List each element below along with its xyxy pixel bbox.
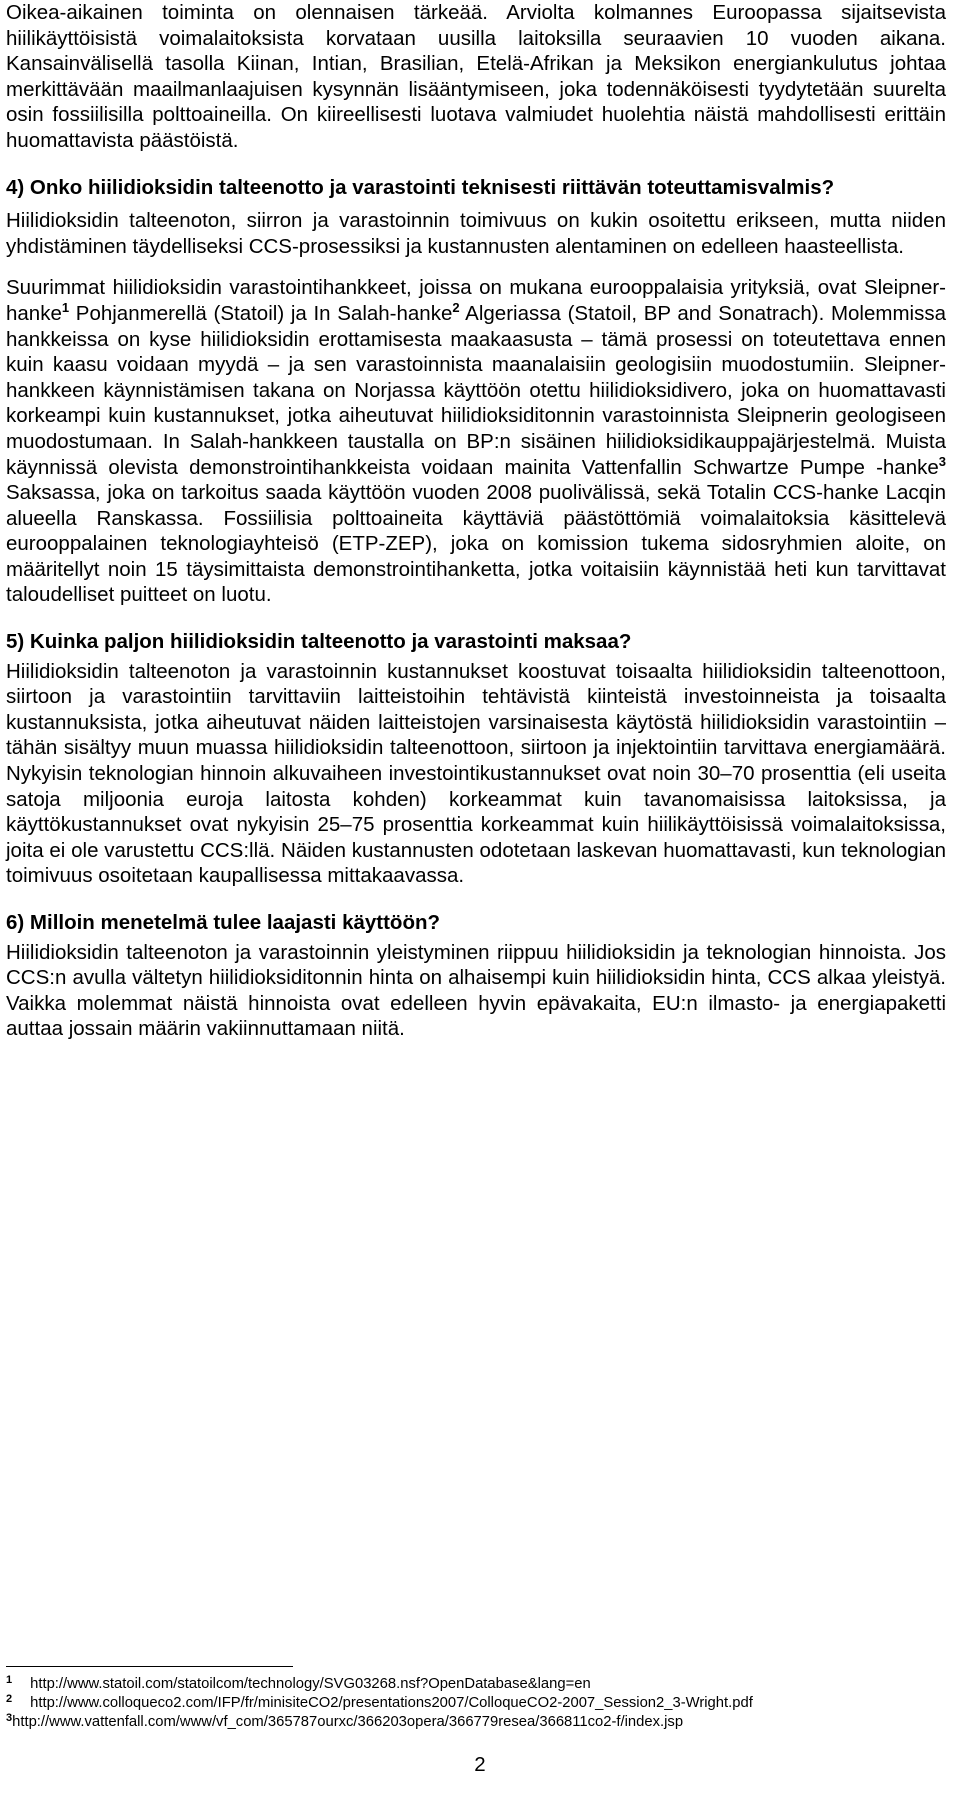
section-4-paragraph-2 xyxy=(6,275,946,608)
page-number: 2 xyxy=(474,1753,486,1776)
section-4-paragraph-2-part-c: Algeriassa (Statoil, BP and Sonatrach). Molemmissa hankkeissa on kyse hiilidioksidin erottamisesta maakaasusta – tämä prosessi on toteutettava ennen kuin kaasu voidaan myydä – ja sen varastoinnista maanalaisiin geologisiin muodostumiin. Sleipner-hankkeen käynnistämisen takana on Norjassa käyttöön otettu hiilidioksidivero, joka on huomattavasti korkeampi kuin kustannukset, jotka aiheutuvat hiilidioksiditonnin varastoinnista Sleipnerin geologiseen muodostumaan. In Salah-hankkeen taustalla on BP:n sisäinen hiilidioksidikauppajärjestelmä. Muista käynnissä olevista demonstrointihankkeista voidaan mainita Vattenfallin Schwartze Pumpe -hanke xyxy=(6,301,946,479)
section-6-heading: 6) Milloin menetelmä tulee laajasti käyttöön? xyxy=(6,911,441,934)
footnote-2-marker: 2 xyxy=(6,1693,13,1705)
footnote-1-marker: 1 xyxy=(6,1674,13,1686)
footnote-3 xyxy=(6,1713,946,1732)
section-5-heading: 5) Kuinka paljon hiilidioksidin talteenotto ja varastointi maksaa? xyxy=(6,630,632,654)
footnote-ref-3[interactable]: 3 xyxy=(938,453,946,469)
section-4-paragraph-2-part-a: Suurimmat hiilidioksidin varastointihankkeet, joissa on mukana eurooppalaisia yrityksiä, ovat Sleipner-hanke xyxy=(6,276,946,325)
footnote-ref-1[interactable]: 1 xyxy=(61,299,70,315)
section-6-paragraph: Hiilidioksidin talteenoton ja varastoinnin yleistyminen riippuu hiilidioksidin ja teknologian hinnoista. Jos CCS:n avulla vältetyn hiilidioksiditonnin hinta on alhaisempi kuin hiilidioksidin hinta, CCS alkaa yleistyä. Vaikka molemmat näistä hinnoista ovat edelleen hyvin epävakaita, EU:n ilmasto- ja energiapaketti auttaa jossain määrin vakiinnuttamaan niitä. xyxy=(6,940,946,1041)
footnote-ref-2[interactable]: 2 xyxy=(452,299,460,315)
footnote-3-link[interactable]: http://www.vattenfall.com/www/vf_com/365787ourxc/366203opera/366779resea/366811co2-f/index.jsp xyxy=(12,1714,684,1730)
document-page xyxy=(6,0,946,1042)
footnote-2-link[interactable]: http://www.colloqueco2.com/IFP/fr/minisiteCO2/presentations2007/ColloqueCO2-2007_Session2_3-Wright.pdf xyxy=(30,1695,753,1711)
footnote-2 xyxy=(6,1694,946,1713)
section-4-paragraph-2-part-d: Saksassa, joka on tarkoitus saada käyttöön vuoden 2008 puolivälissä, sekä Totalin CCS-hanke Lacqin alueella Ranskassa. Fossiilisia polttoaineita käyttäviä päästöttömiä voimalaitoksia käsittelevä eurooppalainen teknologiayhteisö (ETP-ZEP), joka on komission tukema sidosryhmien aloite, on määritellyt noin 15 täysimittaista demonstrointihanketta, jotka voitaisiin käynnistää heti kun tarvittavat taloudelliset puitteet on luotu. xyxy=(6,481,946,607)
footnote-3-marker: 3 xyxy=(6,1712,13,1724)
section-5-paragraph: Hiilidioksidin talteenoton ja varastoinnin kustannukset koostuvat toisaalta hiilidioksidin talteenottoon, siirtoon ja varastointiin tarvittaviin laitteistoihin tehtävistä kiinteistä investoinneista ja toisaalta kustannuksista, jotka aiheutuvat näiden laitteistojen varsinaisesta käytöstä hiilidioksidin varastointiin – tähän sisältyy muun muassa hiilidioksidin talteenottoon, siirtoon ja injektointiin tarvittava energiamäärä. Nykyisin teknologian hinnoin alkuvaiheen investointikustannukset ovat noin 30–70 prosenttia (eli useita satoja miljoonia euroja laitosta kohden) korkeammat kuin tavanomaisissa laitoksissa, ja käyttökustannukset ovat nykyisin 25–75 prosenttia korkeammat kuin hiilikäyttöisissä voimalaitoksissa, joita ei ole varustettu CCS:llä. Näiden kustannusten odotetaan laskevan huomattavasti, kun teknologian toimivuus osoitetaan kaupallisessa mittakaavassa. xyxy=(6,659,946,888)
section-4-heading: 4) Onko hiilidioksidin talteenotto ja varastointi teknisesti riittävän toteuttamisvalmis? xyxy=(6,175,835,199)
footnote-1-link[interactable]: http://www.statoil.com/statoilcom/technology/SVG03268.nsf?OpenDatabase&lang=en xyxy=(30,1676,591,1692)
footnote-1 xyxy=(6,1675,946,1694)
section-4-paragraph-1: Hiilidioksidin talteenoton, siirron ja varastoinnin toimivuus on kukin osoitettu erikseen, mutta niiden yhdistäminen täydelliseksi CCS-prosessiksi ja kustannusten alentaminen on edelleen haasteellista. xyxy=(6,209,946,258)
footnote-separator xyxy=(6,1666,293,1667)
footnotes xyxy=(6,1666,946,1732)
section-4-paragraph-2-part-b: Pohjanmerellä (Statoil) ja In Salah-hanke xyxy=(69,301,453,325)
intro-paragraph: Oikea-aikainen toiminta on olennaisen tärkeää. Arviolta kolmannes Euroopassa sijaitsevista hiilikäyttöisistä voimalaitoksista korvataan uusilla laitoksilla seuraavien 10 vuoden aikana. Kansainvälisellä tasolla Kiinan, Intian, Brasilian, Etelä-Afrikan ja Meksikon energiankulutus johtaa merkittävään maailmanlaajuisen kysynnän lisääntymiseen, joka todennäköisesti tyydytetään suurelta osin fossiilisilla polttoaineilla. On kiireellisesti luotava valmiudet huolehtia näistä mahdollisesti erittäin huomattavista päästöistä. xyxy=(6,1,946,152)
